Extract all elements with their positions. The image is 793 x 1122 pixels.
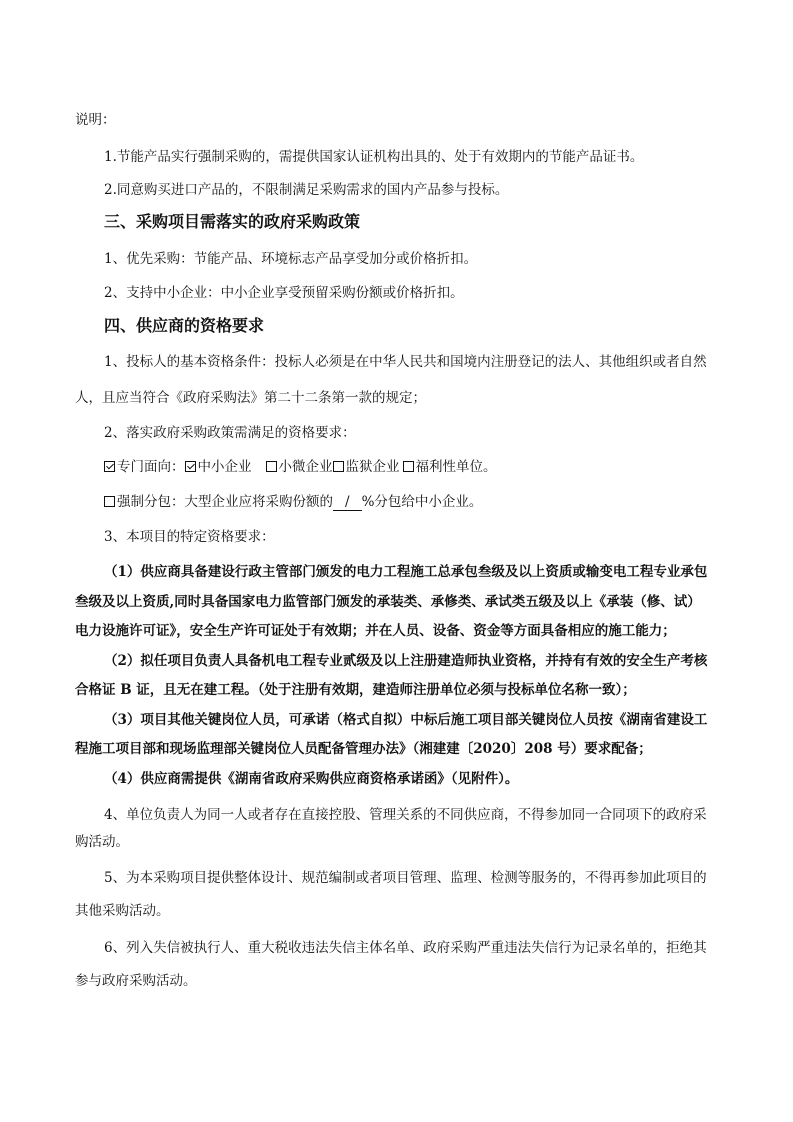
subcontract-blank: / bbox=[333, 494, 362, 511]
sme-checkbox-icon[interactable] bbox=[185, 461, 196, 472]
section-4-item-1-line-2: 人，且应当符合《政府采购法》第二十二条第一款的规定； bbox=[75, 390, 426, 406]
qualification-checkbox-row bbox=[104, 458, 497, 476]
subcontract-row bbox=[104, 493, 482, 511]
micro-label: 小微企业 bbox=[278, 459, 333, 475]
section-4-item-3: 3、本项目的特定资格要求： bbox=[104, 529, 275, 545]
requirement-1-line-3: 电力设施许可证》，安全生产许可证处于有效期；并在人员、设备、资金等方面具备相应的施工能力； bbox=[75, 623, 676, 639]
subcontract-suffix: %分包给中小企业。 bbox=[361, 494, 483, 510]
note-2: 2.同意购买进口产品的，不限制满足采购需求的国内产品参与投标。 bbox=[104, 182, 509, 198]
requirement-4: （4）供应商需提供《湖南省政府采购供应商资格承诺函》（见附件）。 bbox=[104, 771, 519, 787]
section-3-item-1: 1、优先采购：节能产品、环境标志产品享受加分或价格折扣。 bbox=[104, 251, 478, 267]
section-4-item-5-line-1: 5、为本采购项目提供整体设计、规范编制或者项目管理、监理、检测等服务的，不得再参加此项目的 bbox=[104, 870, 707, 886]
requirement-2-line-2: 合格证 B 证，且无在建工程。（处于注册有效期，建造师注册单位必须与投标单位名称一致）； bbox=[75, 682, 636, 698]
subcontract-checkbox-icon[interactable] bbox=[104, 496, 115, 507]
requirement-1-line-1: （1）供应商具备建设行政主管部门颁发的电力工程施工总承包叁级及以上资质或输变电工程专业承包 bbox=[104, 564, 708, 580]
prison-label: 监狱企业 bbox=[345, 459, 400, 475]
section-4-item-2: 2、落实政府采购政策需满足的资格要求： bbox=[104, 425, 356, 441]
dedicated-checkbox-icon[interactable] bbox=[104, 461, 115, 472]
prison-checkbox-icon[interactable] bbox=[333, 461, 344, 472]
requirement-3-line-2: 程施工项目部和现场监理部关键岗位人员配备管理办法》（湘建建〔2020〕208 号）要求配备； bbox=[75, 741, 652, 757]
sme-label: 中小企业 bbox=[197, 459, 252, 475]
subcontract-prefix: 强制分包：大型企业应将采购份额的 bbox=[117, 494, 333, 510]
note-label: 说明： bbox=[75, 112, 116, 128]
requirement-1-line-2: 叁级及以上资质,同时具备国家电力监管部门颁发的承装类、承修类、承试类五级及以上《承装（修、试） bbox=[75, 594, 701, 610]
note-1: 1.节能产品实行强制采购的，需提供国家认证机构出具的、处于有效期内的节能产品证书。 bbox=[104, 149, 644, 165]
section-4-item-4-line-1: 4、单位负责人为同一人或者存在直接控股、管理关系的不同供应商，不得参加同一合同项下的政府采 bbox=[104, 807, 707, 823]
section-4-item-6-line-1: 6、列入失信被执行人、重大税收违法失信主体名单、政府采购严重违法失信行为记录名单的，拒绝其 bbox=[104, 940, 707, 956]
welfare-label: 福利性单位。 bbox=[415, 459, 497, 475]
section-4-heading: 四、供应商的资格要求 bbox=[104, 316, 265, 335]
requirement-2-line-1: （2）拟任项目负责人具备机电工程专业贰级及以上注册建造师执业资格，并持有有效的安全生产考核 bbox=[104, 653, 708, 669]
welfare-checkbox-icon[interactable] bbox=[403, 461, 414, 472]
section-4-item-5-line-2: 其他采购活动。 bbox=[75, 903, 170, 919]
section-4-item-4-line-2: 购活动。 bbox=[75, 834, 129, 850]
section-4-item-6-line-2: 参与政府采购活动。 bbox=[75, 973, 197, 989]
requirement-3-line-1: （3）项目其他关键岗位人员，可承诺（格式自拟）中标后施工项目部关键岗位人员按《湖南省建设工 bbox=[104, 712, 708, 728]
section-4-item-1-line-1: 1、投标人的基本资格条件：投标人必须是在中华人民共和国境内注册登记的法人、其他组织或者自然 bbox=[104, 354, 707, 370]
section-3-heading: 三、采购项目需落实的政府采购政策 bbox=[104, 212, 361, 231]
micro-checkbox-icon[interactable] bbox=[266, 461, 277, 472]
section-3-item-2: 2、支持中小企业：中小企业享受预留采购份额或价格折扣。 bbox=[104, 285, 464, 301]
dedicated-label: 专门面向： bbox=[117, 459, 185, 475]
